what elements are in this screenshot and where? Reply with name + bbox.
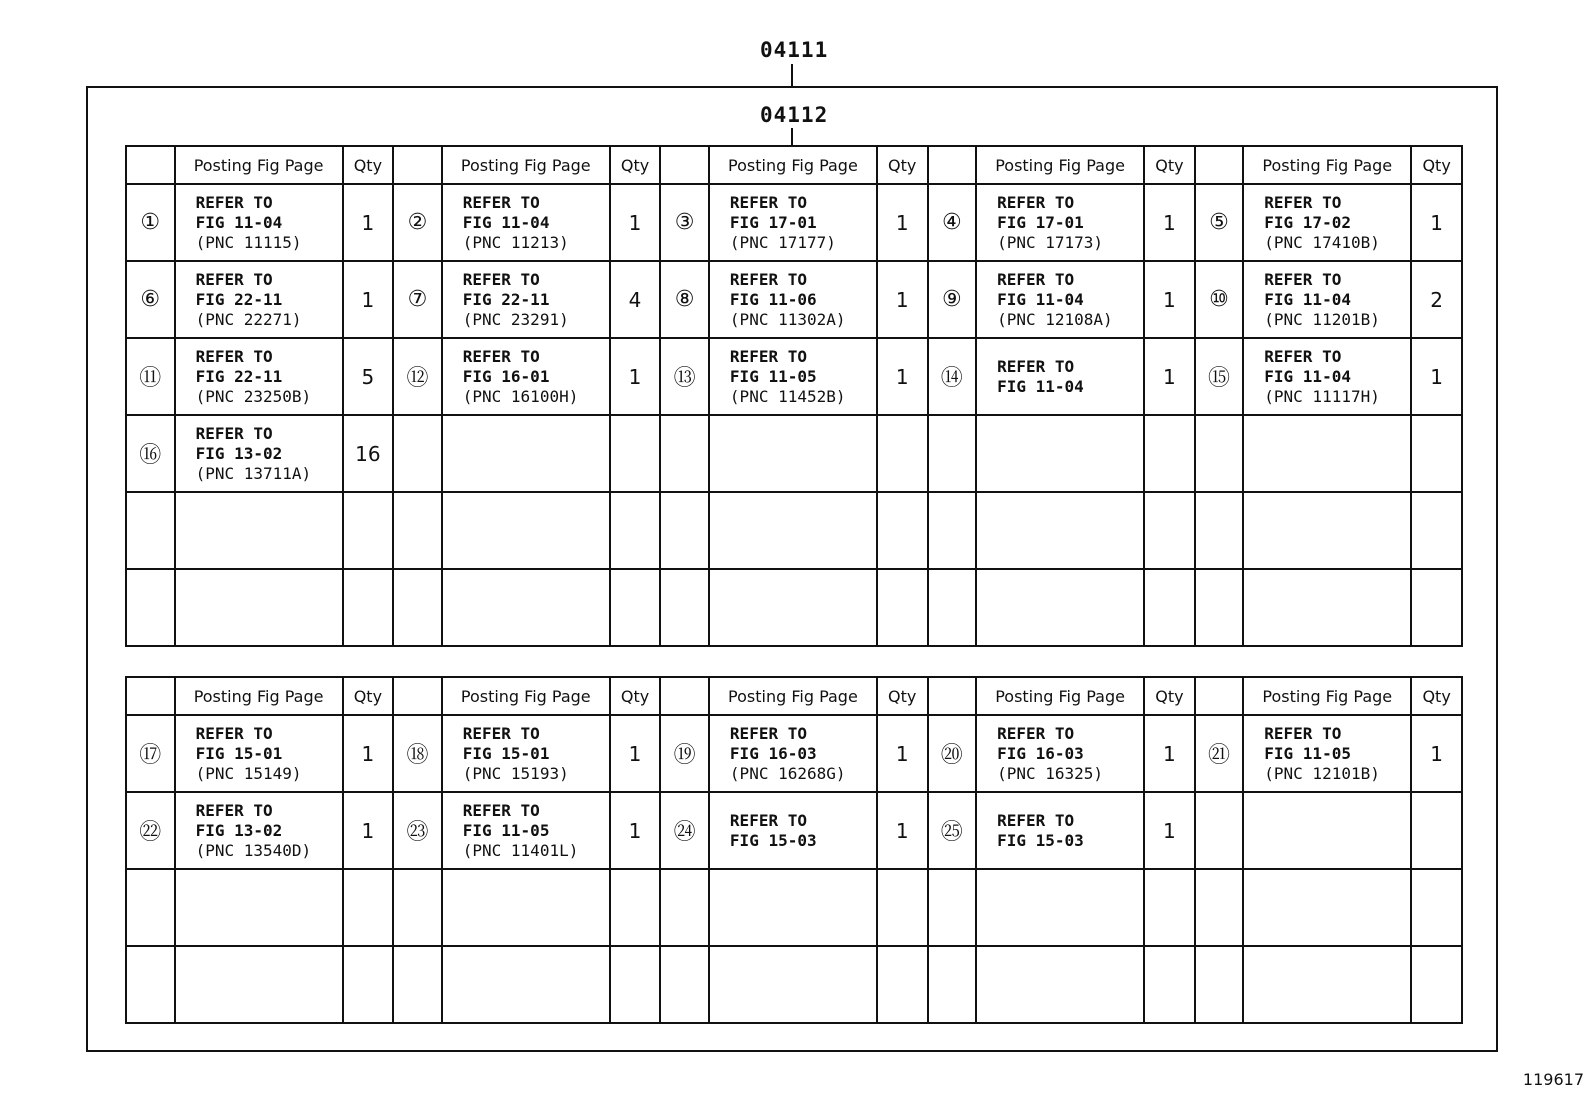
header-qty: Qty (1144, 677, 1195, 715)
header-posting-fig-page: Posting Fig Page (175, 146, 343, 184)
callout-number: ⑯ (126, 415, 175, 492)
callout-number (1195, 869, 1244, 946)
reference-ref: REFER TO (195, 346, 273, 366)
quantity (877, 492, 928, 569)
callout-number (660, 869, 709, 946)
posting-reference (442, 569, 610, 646)
reference-fig: FIG 11-04 (1264, 289, 1351, 309)
posting-reference (976, 492, 1144, 569)
callout-number (1195, 415, 1244, 492)
reference-pnc: (PNC 17173) (997, 232, 1104, 252)
callout-number (1195, 946, 1244, 1023)
reference-ref: REFER TO (195, 269, 273, 289)
quantity: 1 (610, 338, 661, 415)
quantity: 1 (1144, 715, 1195, 792)
reference-pnc: (PNC 23250B) (195, 386, 312, 406)
quantity (1144, 492, 1195, 569)
callout-number (660, 492, 709, 569)
quantity (877, 946, 928, 1023)
table-row (126, 261, 1462, 338)
quantity: 1 (1411, 338, 1462, 415)
reference-ref: REFER TO (462, 723, 540, 743)
reference-fig: FIG 11-05 (1264, 743, 1351, 763)
quantity (1411, 415, 1462, 492)
header-number-cell (393, 146, 442, 184)
reference-fig: FIG 11-05 (462, 820, 550, 840)
callout-number: ⑰ (126, 715, 175, 792)
reference-fig: FIG 15-01 (195, 743, 283, 763)
posting-reference (175, 569, 343, 646)
table-row (126, 492, 1462, 569)
header-posting-fig-page: Posting Fig Page (1243, 677, 1411, 715)
reference-fig: FIG 11-04 (462, 212, 550, 232)
callout-number (393, 946, 442, 1023)
callout-number (393, 415, 442, 492)
table-header-row (126, 146, 1462, 184)
posting-reference (976, 261, 1144, 338)
callout-number: ㉒ (126, 792, 175, 869)
quantity: 1 (877, 338, 928, 415)
posting-reference (709, 184, 877, 261)
reference-pnc: (PNC 11117H) (1264, 386, 1380, 406)
quantity (343, 569, 394, 646)
reference-ref: REFER TO (462, 269, 540, 289)
quantity (877, 869, 928, 946)
callout-number: ② (393, 184, 442, 261)
header-posting-fig-page: Posting Fig Page (976, 146, 1144, 184)
callout-number: ⑭ (928, 338, 977, 415)
reference-fig: FIG 17-01 (729, 212, 817, 232)
header-posting-fig-page: Posting Fig Page (976, 677, 1144, 715)
callout-number: ⑧ (660, 261, 709, 338)
posting-reference (1243, 715, 1411, 792)
posting-reference (442, 492, 610, 569)
quantity (610, 492, 661, 569)
quantity (1411, 492, 1462, 569)
quantity: 1 (877, 715, 928, 792)
quantity (610, 415, 661, 492)
reference-ref: REFER TO (1264, 192, 1342, 212)
quantity: 1 (1411, 184, 1462, 261)
reference-ref: REFER TO (997, 356, 1075, 376)
quantity: 1 (343, 261, 394, 338)
reference-pnc: (PNC 17177) (729, 232, 836, 252)
reference-pnc: (PNC 16325) (997, 763, 1104, 783)
quantity (343, 946, 394, 1023)
posting-reference (442, 338, 610, 415)
header-posting-fig-page: Posting Fig Page (442, 146, 610, 184)
reference-pnc: (PNC 17410B) (1264, 232, 1380, 252)
posting-reference (1243, 569, 1411, 646)
quantity (1411, 792, 1462, 869)
reference-ref: REFER TO (729, 269, 807, 289)
posting-reference (709, 946, 877, 1023)
reference-ref: REFER TO (729, 346, 807, 366)
posting-reference (976, 869, 1144, 946)
posting-reference (442, 261, 610, 338)
quantity (1144, 415, 1195, 492)
posting-reference (709, 792, 877, 869)
reference-pnc: (PNC 12108A) (997, 309, 1113, 329)
posting-reference (709, 338, 877, 415)
quantity (343, 492, 394, 569)
posting-reference (709, 261, 877, 338)
callout-number (393, 569, 442, 646)
posting-reference (1243, 792, 1411, 869)
reference-pnc: (PNC 11213) (462, 232, 569, 252)
callout-number: ⑳ (928, 715, 977, 792)
reference-fig: FIG 15-03 (729, 830, 817, 850)
assembly-leader-line (791, 64, 793, 86)
callout-number: ㉑ (1195, 715, 1244, 792)
quantity: 5 (343, 338, 394, 415)
header-qty: Qty (1411, 677, 1462, 715)
reference-pnc: (PNC 22271) (195, 309, 302, 329)
callout-number (1195, 569, 1244, 646)
callout-number (1195, 792, 1244, 869)
table-row (126, 338, 1462, 415)
reference-ref: REFER TO (997, 723, 1075, 743)
posting-reference (709, 492, 877, 569)
quantity (1144, 869, 1195, 946)
callout-number (660, 946, 709, 1023)
callout-number (393, 869, 442, 946)
posting-reference (175, 415, 343, 492)
callout-number: ㉓ (393, 792, 442, 869)
header-posting-fig-page: Posting Fig Page (175, 677, 343, 715)
reference-pnc: (PNC 23291) (462, 309, 569, 329)
reference-pnc: (PNC 12101B) (1264, 763, 1380, 783)
quantity (1144, 569, 1195, 646)
reference-fig: FIG 16-01 (462, 366, 550, 386)
quantity: 1 (610, 184, 661, 261)
reference-fig: FIG 11-04 (195, 212, 283, 232)
header-qty: Qty (877, 146, 928, 184)
reference-ref: REFER TO (195, 423, 273, 443)
reference-fig: FIG 16-03 (729, 743, 817, 763)
posting-reference (175, 869, 343, 946)
quantity: 1 (877, 184, 928, 261)
reference-pnc: (PNC 11302A) (729, 309, 846, 329)
reference-pnc: (PNC 15149) (195, 763, 302, 783)
reference-ref: REFER TO (195, 192, 273, 212)
posting-reference (442, 792, 610, 869)
callout-number (660, 569, 709, 646)
header-number-cell (928, 146, 977, 184)
header-number-cell (928, 677, 977, 715)
callout-number: ④ (928, 184, 977, 261)
quantity: 1 (877, 792, 928, 869)
posting-reference (709, 569, 877, 646)
callout-number (126, 946, 175, 1023)
reference-fig: FIG 16-03 (997, 743, 1084, 763)
reference-ref: REFER TO (195, 723, 273, 743)
callout-number (928, 415, 977, 492)
reference-fig: FIG 22-11 (195, 289, 283, 309)
table-row (126, 715, 1462, 792)
quantity: 1 (1144, 184, 1195, 261)
posting-reference (709, 715, 877, 792)
header-number-cell (126, 146, 175, 184)
header-qty: Qty (877, 677, 928, 715)
quantity (1144, 946, 1195, 1023)
callout-number (1195, 492, 1244, 569)
callout-number: ⑱ (393, 715, 442, 792)
reference-pnc: (PNC 16100H) (462, 386, 579, 406)
callout-number (126, 492, 175, 569)
posting-reference (175, 184, 343, 261)
sub-assembly-label: 04112 (760, 103, 829, 127)
quantity: 1 (1411, 715, 1462, 792)
figure-id: 119617 (1522, 1070, 1584, 1089)
quantity: 1 (877, 261, 928, 338)
table-row (126, 569, 1462, 646)
posting-reference (976, 184, 1144, 261)
quantity: 1 (610, 715, 661, 792)
quantity: 1 (1144, 261, 1195, 338)
header-qty: Qty (343, 146, 394, 184)
posting-reference (442, 715, 610, 792)
callout-number (393, 492, 442, 569)
reference-fig: FIG 11-04 (997, 376, 1084, 396)
callout-number (660, 415, 709, 492)
table-row (126, 184, 1462, 261)
posting-reference (442, 946, 610, 1023)
assembly-label: 04111 (760, 38, 829, 62)
header-qty: Qty (610, 146, 661, 184)
posting-reference (709, 869, 877, 946)
quantity (610, 946, 661, 1023)
reference-ref: REFER TO (462, 346, 540, 366)
quantity (1411, 869, 1462, 946)
posting-reference (709, 415, 877, 492)
callout-number (928, 946, 977, 1023)
reference-fig: FIG 15-01 (462, 743, 550, 763)
header-number-cell (660, 677, 709, 715)
posting-reference (976, 715, 1144, 792)
table-row (126, 415, 1462, 492)
reference-ref: REFER TO (729, 192, 807, 212)
quantity: 1 (343, 715, 394, 792)
header-number-cell (126, 677, 175, 715)
posting-reference (1243, 492, 1411, 569)
callout-number: ⑬ (660, 338, 709, 415)
callout-number: ⑲ (660, 715, 709, 792)
reference-pnc: (PNC 11201B) (1264, 309, 1380, 329)
header-posting-fig-page: Posting Fig Page (442, 677, 610, 715)
header-qty: Qty (343, 677, 394, 715)
reference-ref: REFER TO (997, 192, 1075, 212)
quantity: 4 (610, 261, 661, 338)
posting-reference (1243, 869, 1411, 946)
callout-number: ⑤ (1195, 184, 1244, 261)
sub-assembly-leader-line (791, 128, 793, 145)
quantity (877, 415, 928, 492)
posting-reference (442, 869, 610, 946)
callout-number: ⑥ (126, 261, 175, 338)
quantity: 1 (1144, 338, 1195, 415)
reference-fig: FIG 11-06 (729, 289, 817, 309)
reference-ref: REFER TO (729, 723, 807, 743)
posting-reference (175, 946, 343, 1023)
reference-fig: FIG 22-11 (195, 366, 283, 386)
reference-ref: REFER TO (1264, 723, 1342, 743)
quantity (610, 569, 661, 646)
table-header-row (126, 677, 1462, 715)
posting-reference (175, 492, 343, 569)
reference-pnc: (PNC 11115) (195, 232, 302, 252)
posting-reference (1243, 338, 1411, 415)
reference-fig: FIG 15-03 (997, 830, 1084, 850)
callout-number: ⑨ (928, 261, 977, 338)
header-number-cell (660, 146, 709, 184)
posting-reference (175, 715, 343, 792)
header-posting-fig-page: Posting Fig Page (709, 677, 877, 715)
table-row (126, 792, 1462, 869)
reference-ref: REFER TO (729, 810, 807, 830)
reference-fig: FIG 11-04 (997, 289, 1084, 309)
callout-number (928, 869, 977, 946)
callout-number: ⑦ (393, 261, 442, 338)
quantity (1411, 569, 1462, 646)
posting-reference (1243, 261, 1411, 338)
posting-reference (442, 184, 610, 261)
reference-fig: FIG 11-05 (729, 366, 817, 386)
callout-number: ① (126, 184, 175, 261)
header-number-cell (1195, 677, 1244, 715)
reference-ref: REFER TO (462, 800, 540, 820)
callout-number: ⑪ (126, 338, 175, 415)
callout-number (928, 492, 977, 569)
quantity (343, 869, 394, 946)
reference-fig: FIG 17-01 (997, 212, 1084, 232)
posting-reference (442, 415, 610, 492)
callout-number (126, 569, 175, 646)
reference-fig: FIG 17-02 (1264, 212, 1351, 232)
reference-fig: FIG 13-02 (195, 443, 283, 463)
callout-number: ⑫ (393, 338, 442, 415)
reference-pnc: (PNC 16268G) (729, 763, 846, 783)
reference-ref: REFER TO (462, 192, 540, 212)
callout-number: ⑩ (1195, 261, 1244, 338)
callout-number: ㉔ (660, 792, 709, 869)
header-posting-fig-page: Posting Fig Page (1243, 146, 1411, 184)
callout-number (126, 869, 175, 946)
quantity (610, 869, 661, 946)
posting-reference (976, 569, 1144, 646)
callout-number (928, 569, 977, 646)
header-number-cell (393, 677, 442, 715)
posting-reference (1243, 415, 1411, 492)
reference-fig: FIG 11-04 (1264, 366, 1351, 386)
callout-number: ⑮ (1195, 338, 1244, 415)
table-row (126, 946, 1462, 1023)
table-row (126, 869, 1462, 946)
header-number-cell (1195, 146, 1244, 184)
reference-table-top (125, 145, 1463, 647)
reference-ref: REFER TO (195, 800, 273, 820)
posting-reference (976, 946, 1144, 1023)
posting-reference (175, 261, 343, 338)
header-posting-fig-page: Posting Fig Page (709, 146, 877, 184)
header-qty: Qty (610, 677, 661, 715)
posting-reference (976, 792, 1144, 869)
header-qty: Qty (1411, 146, 1462, 184)
quantity (1411, 946, 1462, 1023)
quantity: 16 (343, 415, 394, 492)
posting-reference (976, 338, 1144, 415)
callout-number: ㉕ (928, 792, 977, 869)
reference-table-bottom (125, 676, 1463, 1024)
callout-number: ③ (660, 184, 709, 261)
reference-pnc: (PNC 11452B) (729, 386, 846, 406)
reference-pnc: (PNC 13711A) (195, 463, 312, 483)
posting-reference (976, 415, 1144, 492)
reference-pnc: (PNC 11401L) (462, 840, 579, 860)
quantity: 1 (343, 792, 394, 869)
reference-fig: FIG 22-11 (462, 289, 550, 309)
reference-ref: REFER TO (1264, 269, 1342, 289)
reference-ref: REFER TO (997, 810, 1075, 830)
posting-reference (175, 792, 343, 869)
reference-fig: FIG 13-02 (195, 820, 283, 840)
quantity: 1 (610, 792, 661, 869)
header-qty: Qty (1144, 146, 1195, 184)
reference-pnc: (PNC 15193) (462, 763, 569, 783)
posting-reference (175, 338, 343, 415)
reference-pnc: (PNC 13540D) (195, 840, 312, 860)
quantity: 1 (1144, 792, 1195, 869)
posting-reference (1243, 184, 1411, 261)
reference-ref: REFER TO (997, 269, 1075, 289)
reference-ref: REFER TO (1264, 346, 1342, 366)
quantity (877, 569, 928, 646)
quantity: 2 (1411, 261, 1462, 338)
posting-reference (1243, 946, 1411, 1023)
quantity: 1 (343, 184, 394, 261)
